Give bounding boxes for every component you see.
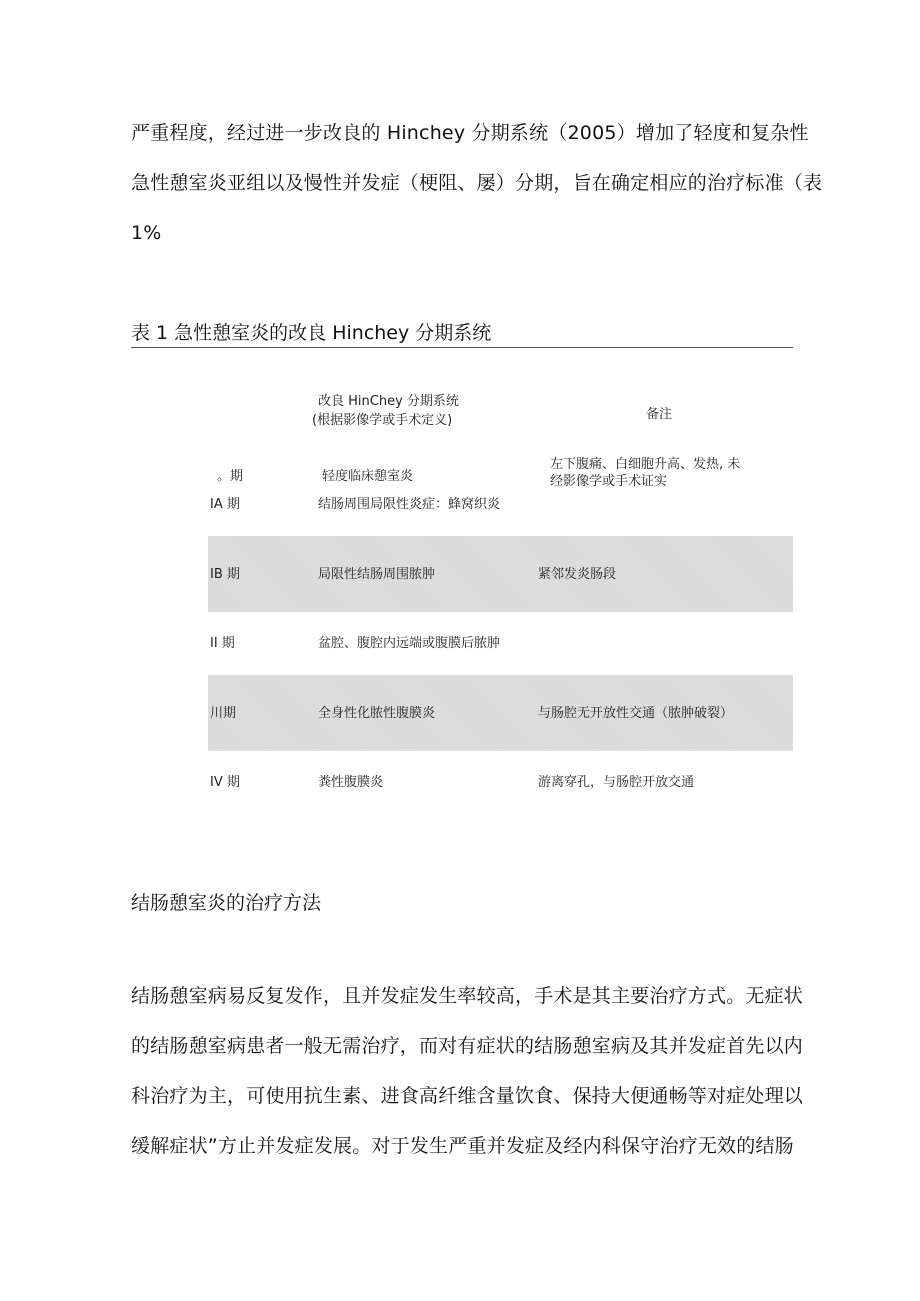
row-desc: 粪性腹膜炎 [318, 775, 384, 790]
row-desc: 全身性化脓性腹膜炎 [318, 706, 436, 721]
row-stage: IB 期 [210, 567, 240, 582]
table-row-shading [208, 536, 793, 612]
intro-line: 急性憩室炎亚组以及慢性并发症（梗阻、屡）分期，旨在确定相应的治疗标准（表 [131, 172, 823, 194]
row-stage: IV 期 [210, 775, 240, 790]
header-col3: 备注 [646, 407, 673, 422]
row-note: 紧邻发炎肠段 [538, 567, 617, 582]
row-stage: II 期 [210, 636, 235, 651]
body-line: 结肠憩室病易反复发作，且并发症发生率较高，手术是其主要治疗方式。无症状 [131, 985, 804, 1007]
body-line: 的结肠憩室病患者一般无需治疗，而对有症状的结肠憩室病及其并发症首先以内 [131, 1035, 804, 1057]
row-note: 左下腹痛、白细胞升高、发热, 未 [550, 457, 741, 472]
intro-line: 严重程度，经过进一步改良的 Hinchey 分期系统（2005）增加了轻度和复杂性 [131, 122, 809, 144]
header-col2-line1: 改良 HinChey 分期系统 [318, 394, 459, 409]
row-desc: 盆腔、腹腔内远端或腹膜后脓肿 [318, 636, 501, 651]
row-note: 游离穿孔，与肠腔开放交通 [538, 775, 695, 790]
table-caption: 表 1 急性憩室炎的改良 Hinchey 分期系统 [131, 322, 492, 344]
body-paragraph [131, 971, 804, 1171]
intro-paragraph [131, 108, 823, 258]
caption-divider [131, 347, 793, 348]
section-heading: 结肠憩室炎的治疗方法 [131, 892, 322, 914]
body-line: 缓解症状”方止并发症发展。对于发生严重并发症及经内科保守治疗无效的结肠 [131, 1135, 794, 1157]
header-col2-line2: (根据影像学或手术定义) [312, 413, 453, 428]
row-desc: 结肠周围局限性炎症：蜂窝织炎 [318, 497, 501, 512]
row-desc: 轻度临床憩室炎 [322, 469, 414, 484]
row-note: 经影像学或手术证实 [550, 474, 668, 489]
row-note: 与肠腔无开放性交通（脓肿破裂） [538, 706, 734, 721]
row-stage: 川期 [210, 706, 237, 721]
intro-line: 1% [131, 222, 162, 244]
body-line: 科治疗为主，可使用抗生素、进食高纤维含量饮食、保持大便通畅等对症处理以 [131, 1085, 804, 1107]
row-desc: 局限性结肠周围脓肿 [318, 567, 436, 582]
row-stage: 。期 [217, 469, 244, 484]
row-stage: IA 期 [210, 497, 240, 512]
